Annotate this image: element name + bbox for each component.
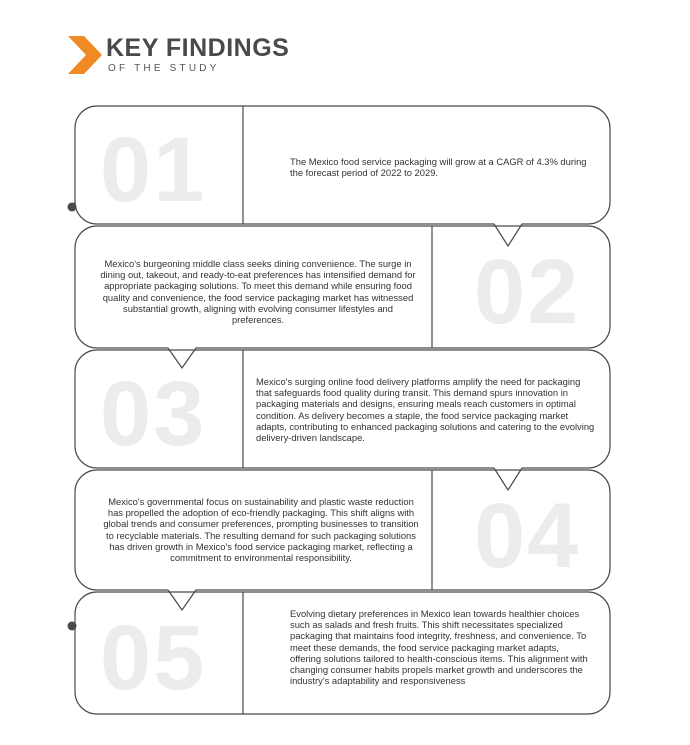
finding-text-5: Evolving dietary preferences in Mexico lean towards healthier choices such as salads and fresh fruits. This shift necessitates specialized packaging that maintains food integrity, freshness, and convenience. To meet these demands, the food service packaging market adapts, offering solutions tailored to health-conscious items. This alignment with changing consumer habits propels market growth and underscores the industry's adaptability and responsiveness [290, 608, 588, 687]
timeline-dot-1 [68, 203, 77, 212]
chevron-right-icon [68, 36, 102, 74]
finding-number-3: 03 [100, 363, 207, 465]
finding-text-2: Mexico's burgeoning middle class seeks dining convenience. The surge in dining out, takeout, and ready-to-eat preferences has intensified demand for appropriate packaging solutions. To meet this demand while ensuring food quality and convenience, the food service packaging market has witnessed substantial growth, aligning with evolving consumer lifestyles and preferences. [100, 258, 416, 326]
finding-number-2: 02 [474, 241, 581, 343]
finding-text-4: Mexico's governmental focus on sustainability and plastic waste reduction has propelled the adoption of eco-friendly packaging. This shift aligns with global trends and consumer preferences, prompting businesses to transition to recyclable materials. The resulting demand for such packaging solutions has driven growth in Mexico's food service packaging market, reflecting a commitment to environmental responsibility. [103, 496, 419, 564]
finding-number-1: 01 [100, 119, 207, 221]
page-title: KEY FINDINGS [106, 34, 290, 62]
timeline-dot-2 [68, 622, 77, 631]
page-subtitle: OF THE STUDY [108, 63, 220, 74]
finding-number-5: 05 [100, 607, 207, 709]
finding-number-4: 04 [474, 485, 581, 587]
finding-text-3: Mexico's surging online food delivery platforms amplify the need for packaging that safeguards food quality during transit. This demand spurs innovation in packaging materials and designs, ensuring meals reach customers in optimal condition. As delivery becomes a staple, the food service packaging market adapts, contributing to enhanced packaging solutions and catering to the evolving delivery-driven landscape. [256, 376, 595, 444]
finding-text-1: The Mexico food service packaging will grow at a CAGR of 4.3% during the forecast period of 2022 to 2029. [290, 156, 587, 179]
